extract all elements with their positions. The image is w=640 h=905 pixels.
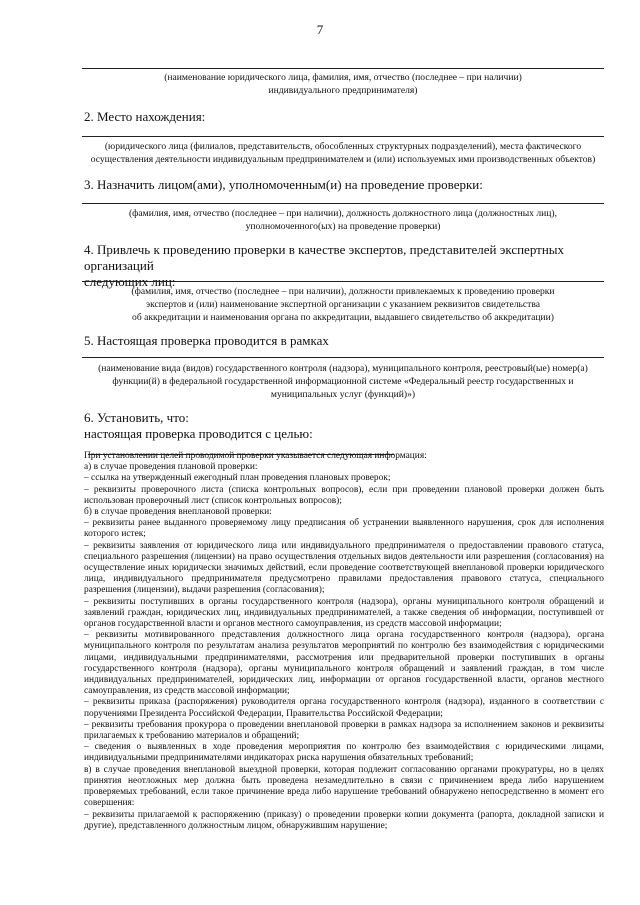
- instructions-text: [84, 451, 604, 832]
- section-3-title: 3. Назначить лицом(ами), уполномоченным(и) на проведение проверки:: [84, 177, 483, 192]
- instruction-paragraph: – реквизиты требования прокурора о проведении внеплановой проверки в рамках надзора за исполнением законов и реквизиты прилагаемых к требованию материалов и обращений;: [84, 719, 604, 742]
- hint-line: об аккредитации и наименования органа по аккредитации, выдавшего свидетельство об аккредитации): [132, 312, 554, 323]
- hint-location: [82, 140, 604, 166]
- hint-control-type: [82, 362, 604, 401]
- page-number: 7: [316, 22, 324, 37]
- fill-line-entity-name: [82, 68, 604, 69]
- section-4-title-line: 4. Привлечь к проведению проверки в качестве экспертов, представителей экспертных организаций: [84, 242, 565, 273]
- hint-entity-name: [82, 71, 604, 97]
- hint-line: (наименование юридического лица, фамилия, имя, отчество (последнее – при наличии): [164, 72, 522, 83]
- instruction-paragraph: а) в случае проведения плановой проверки:: [84, 462, 258, 473]
- instruction-paragraph: – сведения о выявленных в ходе проведения мероприятия по контролю без взаимодействия с юридическими лицами, индивидуальными предпринимателями индикаторах риска нарушения обязательных требований;: [84, 742, 604, 764]
- instruction-paragraph: – реквизиты заявления от юридического лица или индивидуального предпринимателя о предоставлении правового статуса, специального разрешения (лицензии) на право осуществления отдельных видов деятельности или разрешения (согласования) на осуществление иных юридически значимых действий, если проведение соответствующей внеплановой проверки юридического лица, индивидуального предпринимателя предусмотрено правилами предоставления правового статуса, специального разрешения (лицензии), выдачи разрешения (согласования);: [84, 540, 604, 596]
- hint-line: экспертов и (или) наименование экспертной организации с указанием реквизитов свидетельства: [146, 299, 540, 310]
- fill-line-experts: [82, 281, 604, 282]
- hint-line: (наименование вида (видов) государственного контроля (надзора), муниципального контроля, реестровый(ые) номер(а): [98, 363, 588, 374]
- instruction-paragraph: – реквизиты ранее выданного проверяемому лицу предписания об устранении выявленного нарушения, срок для исполнения которого истек;: [84, 518, 604, 540]
- section-4-title-line: следующих лиц:: [84, 274, 176, 289]
- hint-line: функции(й) в федеральной государственной информационной системе «Федеральный реестр государственных и: [112, 376, 574, 387]
- fill-line-location: [82, 136, 604, 137]
- hint-line: уполномоченного(ых) на проведение проверки): [245, 221, 441, 232]
- instruction-paragraph: – реквизиты прилагаемой к распоряжению (приказу) о проведении проверки копии документа (рапорта, докладной записки и другие), представленного должностным лицом, обнаружившим нарушение;: [84, 809, 604, 831]
- instruction-paragraph: – реквизиты мотивированного представления должностного лица органа государственного контроля (надзора), органа муниципального контроля по результатам анализа результатов мероприятий по контролю без взаимодействия с юридическими лицами, индивидуальными предпринимателями, рассмотрения или предварительной проверки поступивших в органы государственного контроля (надзора), органы муниципального контроля обращений и заявлений граждан, в том числе индивидуальных предпринимателей, юридических лиц, информации от органов государственной власти, органов местного самоуправления, из средств массовой информации;: [84, 630, 604, 697]
- hint-line: индивидуального предпринимателя): [268, 85, 418, 96]
- section-6-title: 6. Установить, что:: [84, 410, 189, 425]
- hint-inspectors: [82, 207, 604, 233]
- instruction-paragraph: – реквизиты приказа (распоряжения) руководителя органа государственного контроля (надзора), изданного в соответствии с поручениями Президента Российской Федерации, Правительства Российской Федерации;: [84, 697, 604, 719]
- fill-line-control-type: [82, 357, 604, 358]
- instruction-paragraph: – реквизиты поступивших в органы государственного контроля (надзора), органы муниципального контроля обращений и заявлений граждан, юридических лиц, индивидуальных предпринимателей, а также сведения об информации, поступившей от органов государственной власти и органов местного самоуправления, из средств массовой информации;: [84, 596, 604, 630]
- section-5-title: 5. Настоящая проверка проводится в рамках: [84, 333, 329, 348]
- hint-line: (фамилия, имя, отчество (последнее – при наличии), должность должностного лица (должностных лиц),: [128, 208, 558, 219]
- instruction-paragraph: в) в случае проведения внеплановой выездной проверки, которая подлежит согласованию органами прокуратуры, но в целях принятия неотложных мер должна быть проведена незамедлительно в связи с причинением вреда либо нарушением проверяемых требований, если такое причинение вреда либо нарушение требований обнаружено непосредственно в момент его совершения:: [84, 764, 604, 809]
- purpose-label: настоящая проверка проводится с целью:: [84, 426, 313, 441]
- section-4-title: [84, 242, 604, 290]
- hint-line: (фамилия, имя, отчество (последнее – при наличии), должности привлекаемых к проведению проверки: [131, 286, 555, 297]
- instruction-paragraph: – ссылка на утвержденный ежегодный план проведения плановых проверок;: [84, 473, 391, 484]
- instruction-paragraph: При установлении целей проводимой проверки указывается следующая информация:: [84, 451, 427, 461]
- section-2-title: 2. Место нахождения:: [84, 109, 206, 124]
- hint-line: осуществления деятельности индивидуальным предпринимателем и (или) используемых ими производственных объектов): [90, 154, 596, 165]
- hint-line: муниципальных услуг (функций)»): [270, 389, 416, 400]
- hint-experts: [82, 285, 604, 324]
- instruction-paragraph: б) в случае проведения внеплановой проверки:: [84, 507, 272, 518]
- instruction-paragraph: – реквизиты проверочного листа (списка контрольных вопросов), если при проведении плановой проверки должен быть использован проверочный лист (список контрольных вопросов);: [84, 484, 604, 506]
- fill-line-inspectors: [82, 203, 604, 204]
- hint-line: (юридического лица (филиалов, представительств, обособленных структурных подразделений), места фактического: [104, 141, 582, 152]
